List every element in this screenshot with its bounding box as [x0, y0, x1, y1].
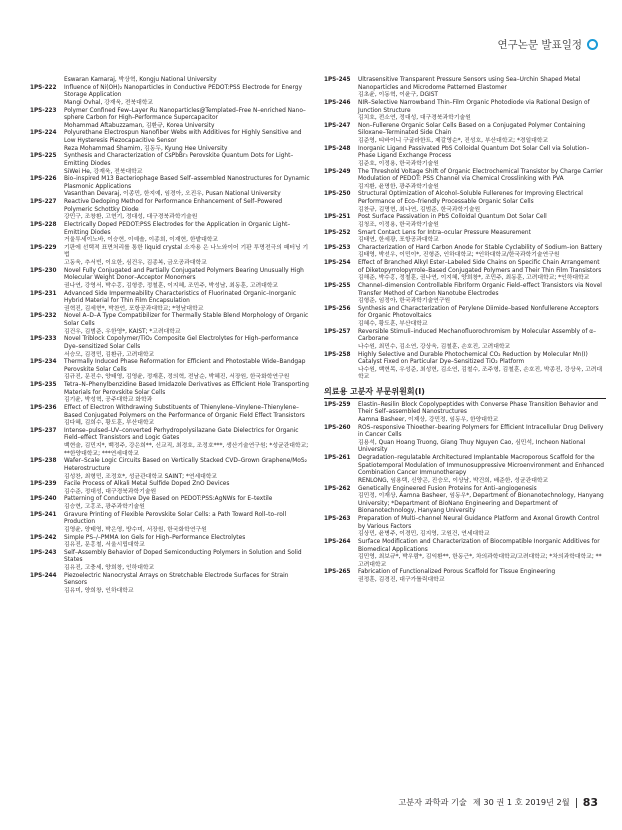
entry-authors: 김성찬, 최형민, 조정호*, 성균관대학교 SAINT; *연세대학교: [64, 473, 218, 480]
entry-code: 1PS-236: [30, 404, 57, 411]
program-entry: [30, 496, 310, 511]
entry-body: [64, 535, 310, 550]
entry-title: Genetically Engineered Fusion Proteins for Anti–angiogenesis: [358, 485, 537, 492]
program-entry: [30, 153, 310, 176]
entry-code: 1PS-251: [324, 214, 351, 221]
entry-authors: 김태영, 박선우, 이민이*, 진형준, 인하대학교; *인하대학교/한국과학기술연구원: [358, 252, 560, 259]
entry-authors: 김다혜, 김희수, 황도훈, 부산대학교: [64, 420, 155, 427]
entry-title: Influence of Ni(OH)₂ Nanoparticles in Conductive PEDOT:PSS Electrode for Energy Storage Application: [64, 84, 302, 99]
program-entry: [30, 176, 310, 199]
entry-authors: 권정훈, 김경진, 대구가톨릭대학교: [358, 577, 445, 583]
entry-authors: 김청조, 이정용, 한국과학기술원: [358, 221, 439, 228]
entry-title: Ultrasensitive Transparent Pressure Sensors using Sea–Urchin Shaped Metal Nanoparticles and Microdome Patterned Elastomer: [358, 77, 581, 91]
program-entry: [30, 550, 310, 573]
entry-title: Preparation of Multi–channel Neural Guidance Platform and Axonal Growth Control by Various Factors: [358, 516, 600, 530]
entry-code: 1PS-249: [324, 168, 351, 175]
entry-body: [358, 402, 606, 425]
page-footer: [398, 796, 598, 809]
entry-title: 기판에 선택적 표면처리를 통한 liquid crystal 소자용 은 나노와이어 기판 투명전극의 패터닝 기법: [64, 244, 309, 259]
entry-code: 1PS-225: [30, 153, 57, 160]
entry-title: Post Surface Passivation in PbS Colloidal Quantum Dot Solar Cell: [358, 214, 547, 221]
entry-code: 1PS-232: [30, 313, 57, 320]
entry-authors: Mangi Ovhal, 강재욱, 전북대학교: [64, 99, 154, 106]
entry-body: [64, 481, 310, 496]
entry-authors: 김수준, 정대성, 대구경북과학기술원: [64, 488, 157, 495]
entry-title: Electrically Doped PEDOT:PSS Electrodes for the Application in Organic Light–Emitting Diodes: [64, 221, 291, 236]
entry-title: Novel Fully Conjugated and Partially Conjugated Polymers Bearing Unusually High Molecular Weight Donor–Acceptor Monomers: [64, 267, 304, 282]
program-entry: [30, 535, 310, 550]
entry-authors: 김지환, 윤명한, 광주과학기술원: [358, 183, 439, 190]
entry-code: 1PS-244: [30, 572, 57, 579]
entry-body: [358, 146, 606, 169]
right-column: [324, 77, 606, 585]
entry-authors: 김유미, 양희창, 인하대학교: [64, 587, 134, 594]
program-entry: [30, 458, 310, 481]
entry-title: Simple PS–/–PMMA Ion Gels for High–Performance Electrolytes: [64, 534, 246, 541]
entry-body: [64, 512, 310, 535]
entry-title: Effect of Branched Alkyl Ester–Labeled Side Chains on Specific Chain Arrangement of Diketopyrrolopyrrole–Based Conjugated Polymers and Their Thin Film Transistors: [358, 260, 602, 274]
entry-code: 1PS-252: [324, 229, 351, 236]
entry-code: 1PS-224: [30, 130, 57, 137]
entry-title: The Threshold Voltage Shift of Organic Electrochemical Transistor by Charge Carrier Modulation of PEDOT: PSS Channel via Chemical Crosslinking with PVA: [358, 168, 603, 183]
entry-title: Gravure Printing of Flexible Perovskite Solar Cells: a Path Toward Roll–to–roll Production: [64, 511, 287, 526]
entry-body: [64, 176, 310, 199]
entry-title: NIR–Selective Narrowband Thin–Film Organic Photodiode via Rational Design of Junction Structure: [358, 99, 590, 114]
program-entry: [324, 214, 606, 229]
entry-title: Piezoelectric Nanocrystal Arrays on Stretchable Electrode Surfaces for Strain Sensors: [64, 572, 289, 587]
header-circle-icon: [587, 39, 598, 50]
entry-body: [64, 153, 310, 176]
entry-body: [358, 486, 606, 517]
entry-code: 1PS-261: [324, 455, 351, 461]
entry-body: [64, 336, 310, 359]
program-entry: [324, 425, 606, 456]
entry-code: 1PS-235: [30, 382, 57, 388]
program-entry: [324, 77, 606, 100]
entry-code: 1PS-239: [30, 481, 57, 488]
entry-authors: 서승모, 김경민, 김환규, 고려대학교: [64, 351, 155, 358]
program-entry: [324, 306, 606, 329]
program-entry: [30, 405, 310, 428]
entry-code: 1PS-259: [324, 401, 351, 408]
entry-body: [64, 428, 310, 459]
entry-title: Advanced Side Impermeability Characteristics of Fluorinated Organic–Inorganic Hybrid Material for Thin Film Encapsulation: [64, 290, 297, 305]
entry-body: [64, 85, 310, 108]
entry-code: 1PS-238: [30, 458, 57, 465]
program-entry: [30, 512, 310, 535]
entry-authors: RENLONG, 임용택, 신양곤, 진승모, 이상남, 박건희, 배준한, 성균관대학교: [358, 477, 549, 484]
entry-body: [358, 516, 606, 539]
entry-body: [64, 496, 310, 511]
program-entry: [324, 402, 606, 425]
entry-body: [358, 329, 606, 352]
entry-body: [64, 291, 310, 314]
entry-title: Reactive Dedoping Method for Performance Enhancement of Self–Powered Polymeric Schottky Diode: [64, 199, 283, 213]
entry-code: 1PS-241: [30, 511, 57, 518]
entry-authors: 김준호, 이정용, 한국과학기술원: [358, 160, 439, 167]
entry-title: Self–Assembly Behavior of Doped Semiconducting Polymers in Solution and Solid States: [64, 549, 302, 564]
entry-title: Effect of Electron Withdrawing Substituents of Thienylene–Vinylene–Thienylene–Based Conjugated Polymers on the Performance of Organic Field Effect Transistors: [64, 404, 305, 419]
entry-code: 1PS-240: [30, 496, 57, 503]
right-entries: [324, 77, 606, 382]
entry-body: [64, 268, 310, 291]
entry-code: 1PS-226: [30, 176, 57, 183]
entry-authors: 나수원, 최민수, 김소연, 강상욱, 김철훈, 손호진, 고려대학교: [358, 343, 511, 350]
entry-authors: 김상민, 윤병주, 이경민, 김지영, 고원건, 연세대학교: [358, 531, 490, 538]
entry-title: Channel–dimension Controllable Fibriform Organic Field–effect Transistors via Novel Transfer Method of Carbon Nanotube Electrodes: [358, 282, 602, 297]
program-entry: [324, 486, 606, 517]
entry-authors: 김유진, 문홍철, 서울시립대학교: [64, 542, 145, 549]
entry-body: [64, 382, 310, 405]
entry-authors: Reza Mohammad Shamim, 김동두, Kyung Hee University: [64, 145, 228, 152]
program-entry: [30, 85, 310, 108]
entry-body: [358, 455, 606, 486]
program-entry: [324, 352, 606, 383]
entry-code: 1PS-233: [30, 336, 57, 343]
entry-authors: 김승현, 고홍조, 광주과학기술원: [64, 504, 145, 510]
program-entry: [324, 329, 606, 352]
entry-title: Bio–inspired M13 Bacteriophage Based Self–assembled Nanostructures for Dynamic Plasmonic Applications: [64, 176, 310, 190]
entry-authors: 강민구, 조창환, 고현기, 정대성, 대구경북과학기술원: [64, 214, 198, 221]
program-entry: [30, 130, 310, 153]
entry-title: Degradation–regulatable Architectured Implantable Macroporous Scaffold for the Spatiotemporal Modulation of Immunosuppressive Microenvironment and Enhanced Combination Cancer Immunotherapy: [358, 455, 604, 477]
entry-body: [64, 222, 310, 245]
program-entry: [324, 516, 606, 539]
entry-code: 1PS-265: [324, 569, 351, 576]
entry-authors: 김해준, 박수홍, 정철훈, 권나연, 이지혜, 양희창*, 조민주, 최동훈, 고려대학교; *인하대학교: [358, 275, 590, 282]
entry-code: [30, 77, 64, 85]
page-number: 83: [582, 796, 598, 809]
entry-code: 1PS-223: [30, 107, 57, 114]
entry-title: Fabrication of Functionalized Porous Scaffold for Tissue Engineering: [358, 569, 556, 576]
program-entry: [30, 359, 310, 382]
program-entry: [30, 199, 310, 222]
entry-title: Characterization of Hard Carbon Anode for Stable Cyclability of Sodium–ion Battery: [358, 244, 603, 251]
entry-title: Wafer–Scale Logic Circuits Based on Vertically Stacked CVD–Grown Graphene/MoS₂ Heterostructure: [64, 458, 307, 472]
entry-code: 1PS-247: [324, 122, 351, 129]
entry-authors: 고동욱, 추서빈, 이요한, 심건우, 김종복, 금오공과대학교: [64, 260, 207, 266]
entry-body: [358, 100, 606, 123]
entry-code: 1PS-248: [324, 145, 351, 152]
entry-body: [64, 550, 310, 573]
entry-body: [64, 359, 310, 382]
entry-authors: 김초윤, 이동혁, 이윤구, DGIST: [358, 92, 438, 99]
entry-authors: 김건우, 김범준, 우한영*, KAIST; *고려대학교: [64, 328, 181, 335]
entry-body: [64, 313, 310, 336]
entry-body: [358, 539, 606, 570]
program-entry: [324, 455, 606, 486]
entry-authors: SiWei He, 강재욱, 전북대학교: [64, 168, 143, 175]
entry-authors: 거울투세이노바, 이승현, 이예솔, 이종희, 이재현, 한밭대학교: [64, 237, 219, 244]
entry-body: [358, 245, 606, 260]
entry-body: [64, 458, 310, 481]
program-entry: [324, 191, 606, 214]
entry-title: Intense–pulsed–UV–converted Perhydropolysilazane Gate Dielectrics for Organic Field–effect Transistors and Logic Gates: [64, 427, 299, 442]
entry-code: 1PS-250: [324, 191, 351, 198]
entry-code: 1PS-242: [30, 534, 57, 541]
entry-title: Highly Selective and Durable Photochemical CO₂ Reduction by Molecular Mn(I) Catalyst Fixed on Particular Dye–Sensitized TiO₂ Platform: [358, 351, 588, 366]
entry-code: 1PS-258: [324, 351, 351, 358]
entry-body: [64, 130, 310, 153]
entry-title: Inorganic Ligand Passivated PbS Colloidal Quantum Dot Solar Cell via Solution–Phase Ligand Exchange Process: [358, 145, 590, 160]
entry-authors: Aamna Basheer, 이제상, 강민정, 임동우, 한양대학교: [358, 416, 499, 423]
entry-authors: 김기윤, 박성혁, 공주대학교 화학과: [64, 397, 153, 404]
entry-title: Synthesis and Characterization of Perylene Diimide–based Nonfullerene Acceptors for Organic Photovoltaics: [358, 305, 599, 320]
entry-code: 1PS-237: [30, 427, 57, 434]
entry-code: 1PS-253: [324, 244, 351, 251]
entry-code: 1PS-227: [30, 199, 57, 205]
entry-title: Polymer Confined Few–Layer Ru Nanoparticles@Templated–Free N–enriched Nano–sphere Carbon for High–Performance Supercapacitor: [64, 107, 306, 122]
entry-title: Novel Triblock Copolymer/TiO₂ Composite Gel Electrolytes for High–performance Dye–sensitized Solar Cells: [64, 336, 299, 350]
program-entry: [30, 222, 310, 245]
program-entry: [30, 268, 310, 291]
program-entry: [324, 100, 606, 123]
entry-authors: 권혁진, 김세현*, 박찬언, 포항공과대학교; *영남대학교: [64, 305, 204, 312]
entry-code: 1PS-231: [30, 290, 57, 297]
entry-code: 1PS-257: [324, 328, 351, 335]
entry-code: 1PS-230: [30, 267, 57, 274]
entry-body: [358, 352, 606, 383]
entry-authors: 나수원, 백현목, 우성준, 최성현, 김소연, 김철수, 조주형, 김철훈, 손호진, 박종진, 강상욱, 고려대학교: [358, 366, 603, 381]
section-heading: 의료용 고분자 부문위원회(I): [324, 388, 606, 399]
program-entry: [30, 428, 310, 459]
entry-authors: 김찬규, 김명현, 최나연, 김범준, 한국과학기술원: [358, 206, 481, 213]
program-entry: [324, 245, 606, 260]
program-entry: [30, 382, 310, 405]
program-entry: [324, 283, 606, 306]
entry-code: 1PS-264: [324, 538, 351, 545]
entry-title: Surface Modification and Characterization of Biocompatible Inorganic Additives for Biomedical Applications: [358, 538, 600, 553]
entry-code: 1PS-260: [324, 424, 351, 431]
entry-body: [64, 405, 310, 428]
entry-body: [358, 123, 606, 146]
entry-authors: 김유진, 고충세, 양희창, 인하대학교: [64, 565, 155, 571]
entry-code: 1PS-228: [30, 221, 57, 228]
entry-title: Patterning of Conductive Dye Based on PEDOT:PSS:AgNWs for E–textile: [64, 496, 273, 503]
entry-authors: 김용석, Quan Hoang Truong, Giang Thuy Nguyen Cao, 심민석, Incheon National University: [358, 439, 586, 454]
program-entry: [30, 481, 310, 496]
left-column: [30, 77, 310, 596]
program-entry: [30, 77, 310, 85]
footer-volume: 제 30 권 1 호 2019년 2월: [472, 797, 570, 807]
page-header: [498, 37, 598, 52]
entry-body: [358, 425, 606, 456]
entry-body: [358, 191, 606, 214]
entry-code: 1PS-262: [324, 485, 351, 492]
program-entry: [324, 260, 606, 283]
entry-body: [358, 230, 606, 245]
entry-code: 1PS-263: [324, 516, 351, 522]
entry-body: [358, 306, 606, 329]
entry-body: [64, 108, 310, 131]
entry-title: Synthesis and Characterization of CsPbBr₃ Perovskite Quantum Dots for Light–Emitting Diodes: [64, 153, 294, 167]
entry-authors: 권나연, 강영서, 박수홍, 김형중, 정철훈, 이지혜, 조민주, 박성남, 최동훈, 고려대학교: [64, 282, 279, 289]
entry-code: 1PS-246: [324, 99, 351, 106]
entry-authors: 김혜수, 황도훈, 부산대학교: [358, 321, 428, 327]
program-entry: [30, 291, 310, 314]
entry-title: Novel A–D–A Type Compatibilizer for Thermally Stable Blend Morphology of Organic Solar Cells: [64, 313, 309, 327]
program-entry: [30, 336, 310, 359]
entry-authors: 김규진, 문진수, 양태영, 김영윤, 정재훈, 정의혁, 전남순, 박혜진, 서장원, 한국화학연구원: [64, 374, 290, 381]
entry-code: 1PS-256: [324, 305, 351, 312]
entry-authors: 김민정, 이재상, Aamna Basheer, 임동우*, Department of Bionanotechnology, Hanyang University; *Department of BioNano Engineering and Department of Bionanotechnology, Hanyang University: [358, 493, 604, 515]
program-entry: [324, 146, 606, 169]
entry-authors: 김치호, 전소연, 정대성, 대구경북과학기술원: [358, 115, 471, 122]
entry-authors: 김형준, 임정아, 한국과학기술연구원: [358, 298, 451, 305]
entry-body: [64, 573, 310, 596]
header-title: 연구논문 발표일정: [497, 39, 582, 51]
entry-body: [64, 77, 310, 85]
entry-title: Tetra–N–Phenylbenzidine Based Imidazole Derivatives as Efficient Hole Transporting Materials for Perovskite Solar Cells: [64, 382, 309, 396]
entry-authors: Eswaran Kamaraj, 박상혁, Kongju National University: [64, 77, 217, 83]
entry-authors: 김민영, 최보규*, 박우람*, 김익환**, 한동근*, 차의과학대학교/고려대학교; *차의과학대학교; **고려대학교: [358, 554, 602, 568]
entry-body: [358, 214, 606, 229]
program-entry: [30, 245, 310, 268]
entry-title: Elastin–Resilin Block Copolypeptides with Converse Phase Transition Behavior and Their Self–assembled Nanostructures: [358, 401, 598, 416]
entry-authors: 김준영, 티바이니 구굴라한트, 제갈영순*, 진성호, 부산대학교; *경일대학교: [358, 138, 549, 144]
entry-body: [358, 169, 606, 192]
footer-journal: 고분자 과학과 기술: [398, 797, 467, 807]
program-entry: [30, 573, 310, 596]
program-entry: [324, 123, 606, 146]
entry-code: 1PS-229: [30, 244, 57, 251]
entry-body: [358, 283, 606, 306]
entry-code: 1PS-255: [324, 282, 351, 289]
entry-title: Smart Contact Lens for Intra–ocular Pressure Measurement: [358, 229, 531, 236]
program-entry: [324, 569, 606, 584]
entry-title: ROS–responsive Thioether–bearing Polymers for Efficient Intracellular Drug Delivery in Cancer Cells: [358, 424, 604, 439]
entry-body: [64, 245, 310, 268]
entry-authors: Mohammad Aftabuzzaman, 김환규, Korea University: [64, 122, 215, 129]
entry-code: 1PS-254: [324, 260, 351, 266]
entry-code: 1PS-222: [30, 84, 57, 91]
entry-body: [358, 260, 606, 283]
entry-authors: 김태연, 한세광, 포항공과대학교: [358, 237, 439, 244]
entry-body: [358, 569, 606, 584]
entry-authors: 백현술, 김민지*, 백정주, 강은희**, 신교직, 최경호, 조정호***, 생산기술연구원; *성균관대학교; **한양대학교; ***연세대학교: [64, 443, 309, 457]
program-entry: [30, 108, 310, 131]
entry-authors: 김영윤, 양태영, 박은영, 방수미, 서장원, 한국화학연구원: [64, 526, 207, 533]
entry-authors: Vasanthan Devaraj, 이종민, 한지예, 임경아, 오진우, Pusan National University: [64, 191, 281, 198]
entry-body: [358, 77, 606, 100]
entry-title: Thermally Induced Phase Reformation for Efficient and Photostable Wide–Bandgap Perovskite Solar Cells: [64, 359, 306, 373]
program-entry: [324, 539, 606, 570]
entry-title: Non–Fullerene Organic Solar Cells Based on a Conjugated Polymer Containing Siloxane–Terminated Side Chain: [358, 122, 586, 137]
entry-title: Structural Optimization of Alcohol–Soluble Fullerenes for Improving Electrical Performance of Eco–friendly Processable Organic Solar Cells: [358, 191, 583, 205]
entry-code: 1PS-234: [30, 359, 57, 366]
entry-title: Reversible Stimuli–induced Mechanofluorochromism by Molecular Assembly of α–Carborane: [358, 328, 597, 343]
entry-code: 1PS-245: [324, 77, 351, 83]
entry-body: [64, 199, 310, 222]
entry-title: Polyurethane Electrospun Nanofiber Webs with Additives for Highly Sensitive and Low Hysteresis Piezocapacitive Sensor: [64, 130, 302, 144]
entry-code: 1PS-243: [30, 549, 57, 556]
program-entry: [324, 169, 606, 192]
footer-divider: [576, 798, 577, 808]
entry-title: Facile Process of Alkali Metal Sulfide Doped ZnO Devices: [64, 481, 230, 488]
program-entry: [30, 313, 310, 336]
section-entries: [324, 402, 606, 585]
program-entry: [324, 230, 606, 245]
